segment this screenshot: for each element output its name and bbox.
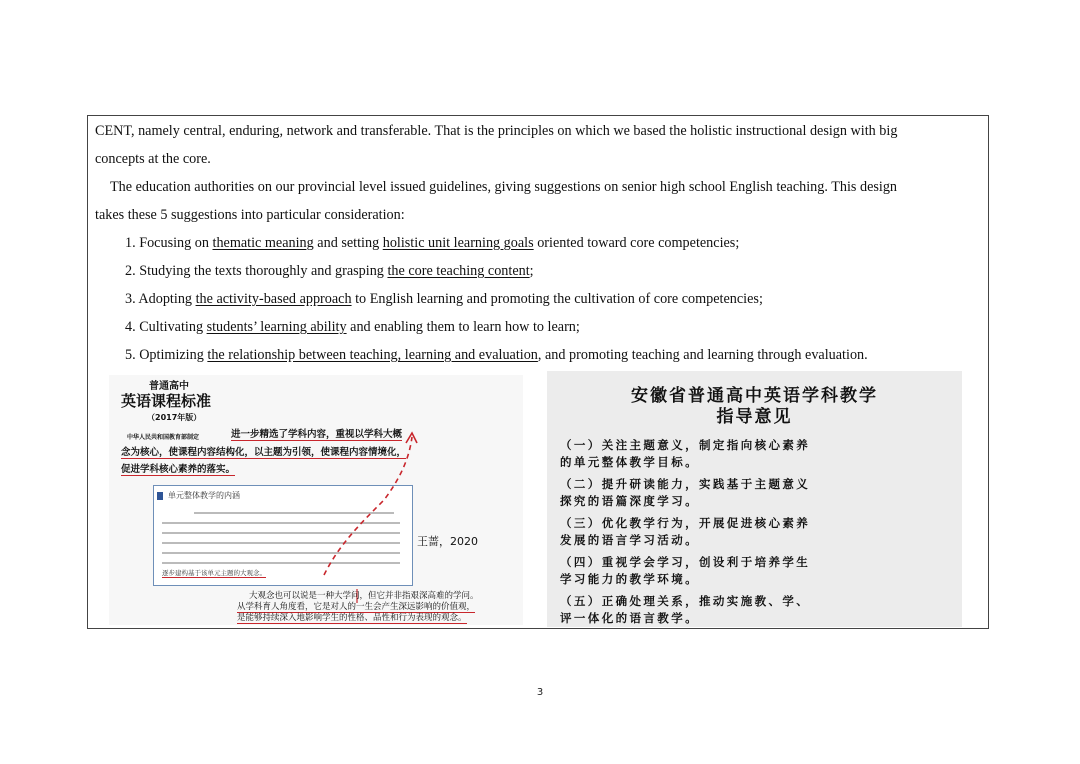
guideline-item: （五）正确处理关系，推动实施教、学、 评一体化的语言教学。 <box>560 594 811 625</box>
dashed-arrow <box>109 375 523 625</box>
edition-year: （2017年版） <box>147 413 202 422</box>
curriculum-standard-image <box>109 375 523 625</box>
publisher: 中华人民共和国教育部制定 <box>127 434 200 441</box>
provincial-guideline-image <box>547 371 962 627</box>
big-idea-line: 大观念也可以说是一种大学问，但它并非指艰深高难的学问。 <box>249 591 479 601</box>
annotated-quote-line: 进一步精选了学科内容，重视以学科大概 <box>231 429 403 440</box>
big-idea-line: 从学科育人角度看，它是对人的一生会产生深远影响的价值观， <box>237 602 476 612</box>
annotated-quote-line: 念为核心，使课程内容结构化，以主题为引领，使课程内容情境化， <box>121 447 407 458</box>
paragraph-line: The education authorities on our provincial level issued guidelines, giving suggestions on senior high school English teaching. This design <box>110 179 898 195</box>
list-item: 4. Cultivating students’ learning ability and enabling them to learn how to learn; <box>125 319 580 335</box>
book-title: 英语课程标准 <box>121 392 212 410</box>
small-header: 普通高中 <box>149 381 189 392</box>
paragraph-line: CENT, namely central, enduring, network and transferable. That is the principles on which we based the holistic instructional design with big <box>95 123 898 139</box>
list-item: 2. Studying the texts thoroughly and grasping the core teaching content; <box>125 263 534 279</box>
content-frame <box>87 115 989 629</box>
guideline-item: （三）优化教学行为，开展促进核心素养 发展的语言学习活动。 <box>560 516 811 547</box>
list-item: 5. Optimizing the relationship between teaching, learning and evaluation, and promoting teaching and learning through evaluation. <box>125 347 868 363</box>
guideline-title: 指导意见 <box>716 407 793 427</box>
excerpt-last-line: 逐步建构基于该单元主题的大观念。 <box>162 569 266 577</box>
excerpt-title: 单元整体教学的内涵 <box>168 491 240 500</box>
guideline-item: （四）重视学会学习，创设利于培养学生 学习能力的教学环境。 <box>560 555 811 586</box>
guideline-item: （二）提升研读能力，实践基于主题意义 探究的语篇深度学习。 <box>560 477 811 508</box>
guideline-title: 安徽省普通高中英语学科教学 <box>631 386 878 406</box>
list-item: 3. Adopting the activity-based approach to English learning and promoting the cultivation of core competencies; <box>125 291 763 307</box>
list-item: 1. Focusing on thematic meaning and setting holistic unit learning goals oriented toward core competencies; <box>125 235 740 251</box>
paragraph-line: concepts at the core. <box>95 151 211 167</box>
author-citation: 王蔷，2020 <box>417 535 478 548</box>
page-number: 3 <box>536 687 544 698</box>
paragraph-line: takes these 5 suggestions into particular consideration: <box>95 207 405 223</box>
big-idea-line: 是能够持续深入地影响学生的性格、品性和行为表现的观念。 <box>237 613 467 623</box>
guideline-item: （一）关注主题意义，制定指向核心素养 的单元整体教学目标。 <box>560 438 811 469</box>
annotated-quote-line: 促进学科核心素养的落实。 <box>121 464 236 475</box>
